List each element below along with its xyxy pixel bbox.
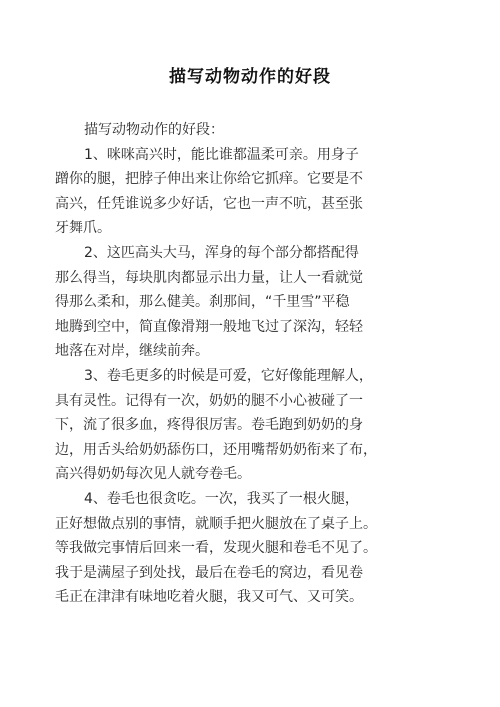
text-line: 蹭你的腿，把脖子伸出来让你给它抓痒。它要是不 xyxy=(55,171,363,188)
text-line: 正好想做点别的事情，就顺手把火腿放在了桌子上。 xyxy=(55,515,377,532)
text-line: 下，流了很多血，疼得很厉害。卷毛跑到奶奶的身 xyxy=(55,417,363,434)
document-body xyxy=(55,118,448,610)
text-line: 1、咪咪高兴时，能比谁都温柔可亲。用身子 xyxy=(84,146,359,163)
document-title: 描写动物动作的好段 xyxy=(169,67,331,87)
text-line: 那么得当，每块肌肉都显示出力量，让人一看就觉 xyxy=(55,269,363,286)
text-line: 3、卷毛更多的时候是可爱，它好像能理解人， xyxy=(84,367,373,384)
text-line: 等我做完事情后回来一看，发现火腿和卷毛不见了。 xyxy=(55,540,377,557)
text-line: 高兴得奶奶每次见人就夸卷毛。 xyxy=(55,466,251,483)
text-line: 我于是满屋子到处找，最后在卷毛的窝边，看见卷 xyxy=(55,564,363,581)
text-line: 描写动物动作的好段： xyxy=(84,122,224,138)
text-line: 地腾到空中，简直像滑翔一般地飞过了深沟，轻轻 xyxy=(55,318,363,335)
text-line: 边，用舌头给奶奶舔伤口，还用嘴帮奶奶衔来了布， xyxy=(55,441,377,458)
text-line: 具有灵性。记得有一次，奶奶的腿不小心被碰了一 xyxy=(55,392,363,409)
text-line: 4、卷毛也很贪吃。一次，我买了一根火腿， xyxy=(84,490,359,507)
text-line: 高兴，任凭谁说多少好话，它也一声不吭，甚至张 xyxy=(55,195,363,212)
text-line: 地落在对岸，继续前奔。 xyxy=(55,343,209,360)
text-line: 2、这匹高头大马，浑身的每个部分都搭配得 xyxy=(84,244,359,261)
text-line: 牙舞爪。 xyxy=(55,220,111,237)
text-line: 毛正在津津有味地吃着火腿，我又可气、又可笑。 xyxy=(55,589,363,606)
text-line: 得那么柔和，那么健美。刹那间，“千里雪”平稳 xyxy=(55,294,350,311)
